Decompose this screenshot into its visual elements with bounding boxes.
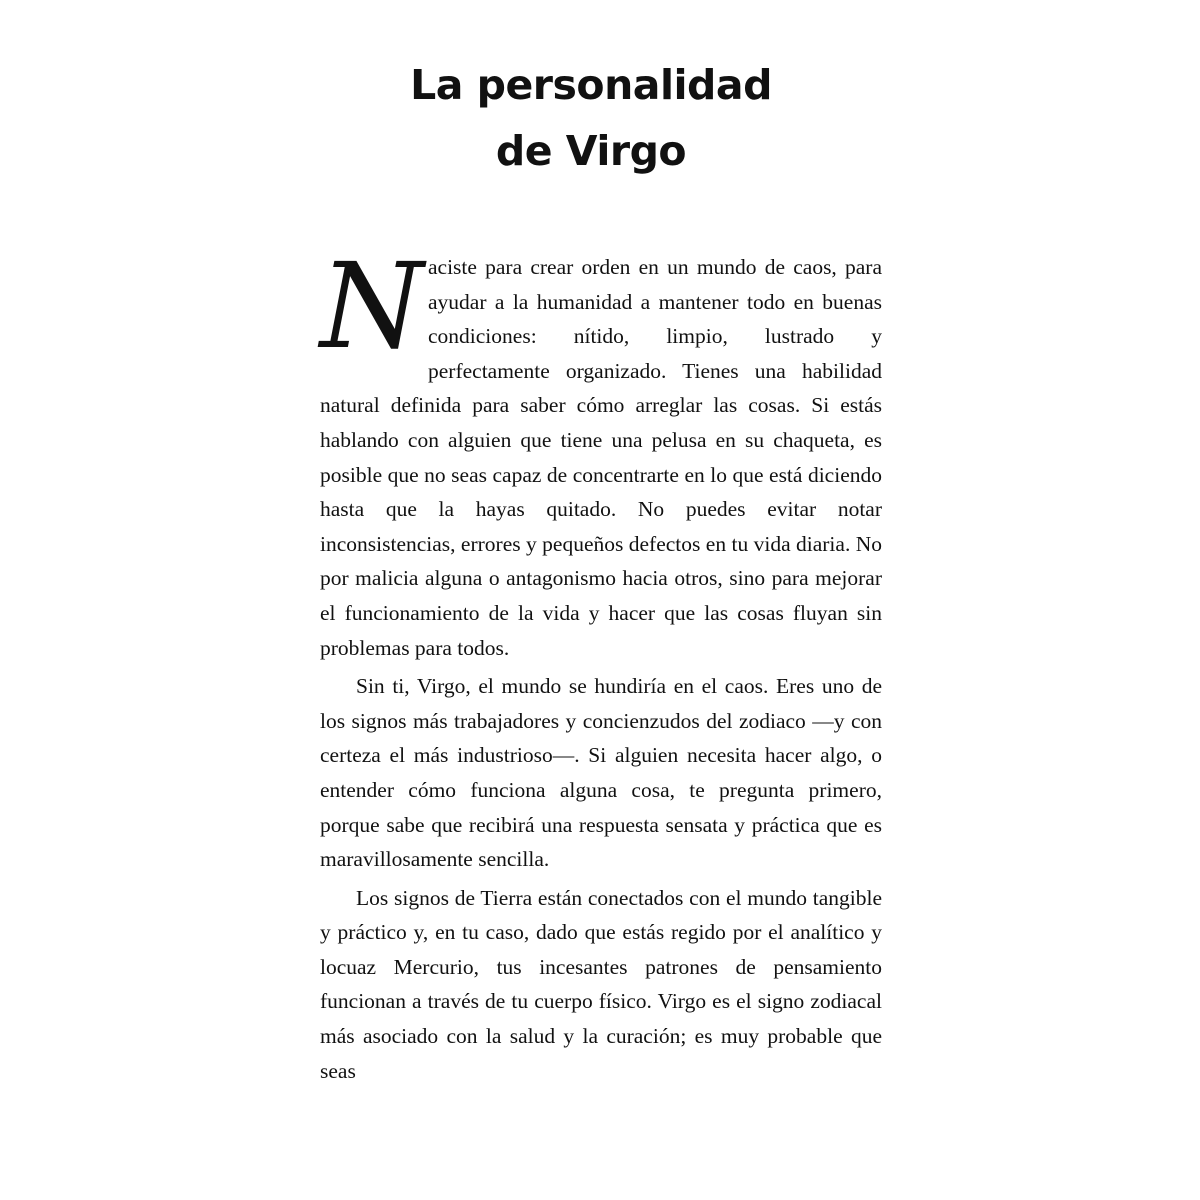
paragraph-1: [320, 237, 882, 665]
paragraph-1-text: aciste para crear orden en un mundo de caos, para ayudar a la humanidad a mantener todo en buenas condiciones: nítido, limpio, lustrado y perfectamente organizado. Tienes una habilidad natural definida para saber cómo arreglar las cosas. Si estás hablando con alguien que tiene una pelusa en su chaqueta, es posible que no seas capaz de concentrarte en lo que está diciendo hasta que la hayas quitado. No puedes evitar notar inconsistencias, errores y pequeños defectos en tu vida diaria. No por malicia alguna o antagonismo hacia otros, sino para mejorar el funcionamiento de la vida y hacer que las cosas fluyan sin problemas para todos.: [320, 255, 882, 660]
chapter-title-line-1: La personalidad: [410, 61, 772, 109]
body-text: [320, 237, 882, 1092]
drop-cap: N: [320, 237, 424, 375]
paragraph-2: Sin ti, Virgo, el mundo se hundiría en el caos. Eres uno de los signos más trabajadores y concienzudos del zodiaco —y con certeza el más industrioso—. Si alguien necesita hacer algo, o entender cómo funciona alguna cosa, te pregunta primero, porque sabe que recibirá una respuesta sensata y práctica que es maravillosamente sencilla.: [320, 674, 882, 872]
chapter-title-line-2: de Virgo: [495, 127, 687, 175]
paragraph-3: Los signos de Tierra están conectados con el mundo tangible y práctico y, en tu caso, dado que estás regido por el analítico y locuaz Mercurio, tus incesantes patrones de pensamiento funcionan a través de tu cuerpo físico. Virgo es el signo zodiacal más asociado con la salud y la curación; es muy probable que seas: [320, 885, 882, 1083]
chapter-title: [0, 52, 1182, 184]
